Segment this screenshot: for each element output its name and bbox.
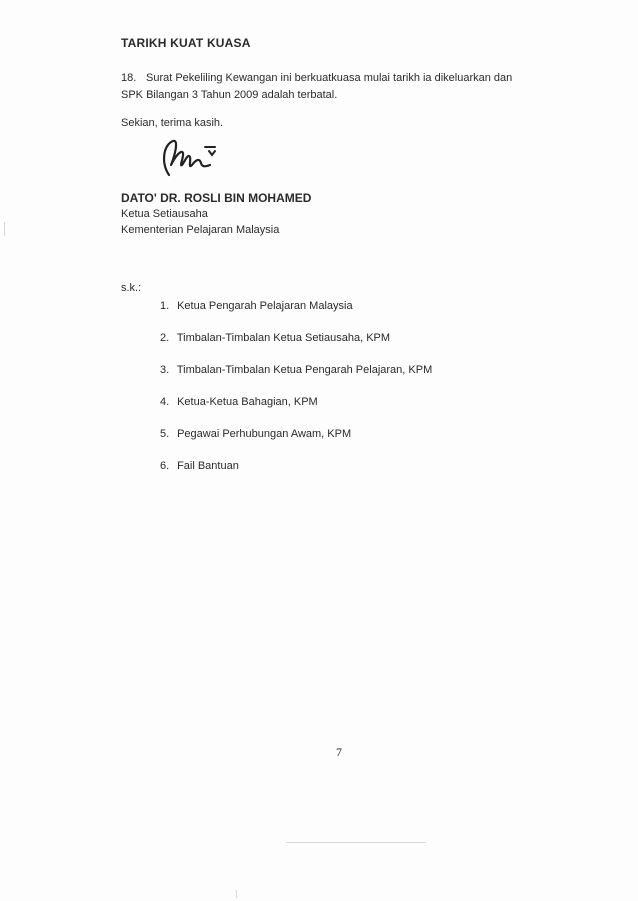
cc-label: s.k.: xyxy=(121,282,142,294)
paragraph-18 xyxy=(121,70,512,104)
cc-list-item: 4. Ketua-Ketua Bahagian, KPM xyxy=(160,396,318,408)
scan-artifact xyxy=(286,842,426,843)
paragraph-number: 18. xyxy=(121,72,137,84)
closing-text: Sekian, terima kasih. xyxy=(121,117,224,129)
paragraph-line-1: Surat Pekeliling Kewangan ini berkuatkuasa mulai tarikh ia dikeluarkan dan xyxy=(146,72,513,84)
cc-list-item: 1. Ketua Pengarah Pelajaran Malaysia xyxy=(160,300,353,312)
scan-artifact xyxy=(4,222,5,236)
signer-name: DATO' DR. ROSLI BIN MOHAMED xyxy=(121,191,312,205)
cc-list-item: 5. Pegawai Perhubungan Awam, KPM xyxy=(160,428,352,440)
signer-title: Ketua Setiausaha xyxy=(121,208,208,220)
cc-list-item: 3. Timbalan-Timbalan Ketua Pengarah Pelajaran, KPM xyxy=(160,364,433,376)
cc-list-item: 6. Fail Bantuan xyxy=(160,460,239,472)
scan-artifact xyxy=(236,890,237,898)
paragraph-line-2: SPK Bilangan 3 Tahun 2009 adalah terbatal. xyxy=(121,89,338,101)
signature-image xyxy=(155,135,225,185)
cc-list xyxy=(160,299,432,491)
signer-ministry: Kementerian Pelajaran Malaysia xyxy=(121,224,280,236)
section-heading: TARIKH KUAT KUASA xyxy=(121,36,251,50)
cc-list-item: 2. Timbalan-Timbalan Ketua Setiausaha, KPM xyxy=(160,332,391,344)
page-number: 7 xyxy=(336,745,342,759)
